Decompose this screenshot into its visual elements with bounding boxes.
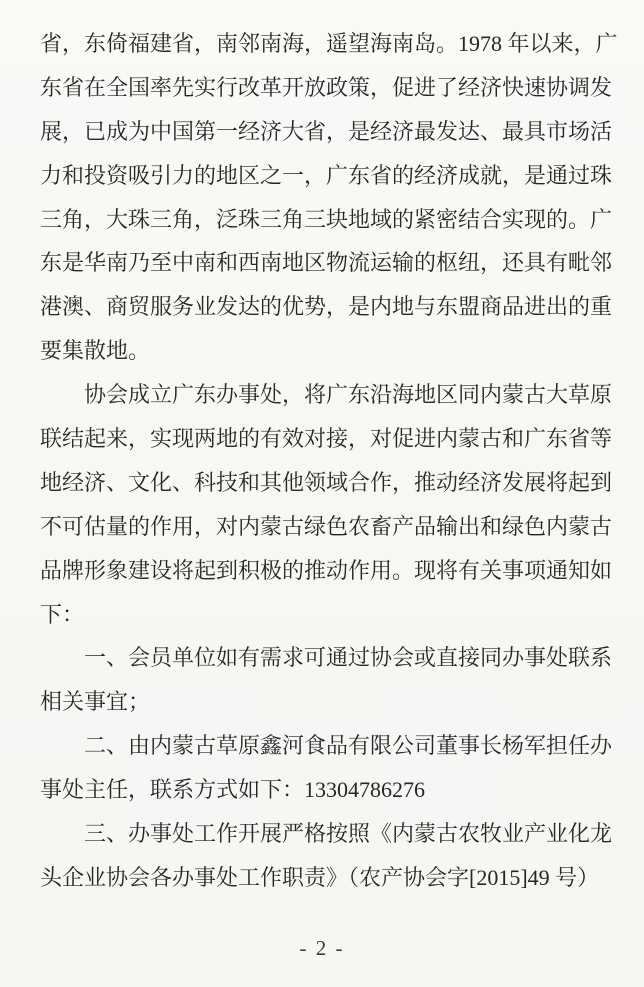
text-line: 相关事宜； [40, 689, 151, 715]
text-line: 品牌形象建设将起到积极的推动作用。现将有关事项通知如 [40, 557, 613, 583]
text-line: 港澳、商贸服务业发达的优势，是内地与东盟商品进出的重 [40, 294, 613, 320]
text-line: 一、会员单位如有需求可通过协会或直接同办事处联系 [40, 645, 613, 671]
text-line: 事处主任，联系方式如下：13304786276 [40, 777, 426, 803]
text-line: 力和投资吸引力的地区之一，广东省的经济成就，是通过珠 [40, 162, 613, 188]
text-line: 协会成立广东办事处，将广东沿海地区同内蒙古大草原 [40, 382, 613, 408]
text-line: 省，东倚福建省，南邻南海，遥望海南岛。1978 年以来，广 [40, 31, 618, 56]
text-line: 东是华南乃至中南和西南地区物流运输的枢纽，还具有毗邻 [40, 250, 613, 276]
text-line: 不可估量的作用，对内蒙古绿色农畜产品输出和绿色内蒙古 [40, 513, 613, 539]
text-line: 三、办事处工作开展严格按照《内蒙古农牧业产业化龙 [40, 821, 613, 847]
text-line: 要集散地。 [40, 338, 151, 364]
text-line: 头企业协会各办事处工作职责》（农产协会字[2015]49 号） [40, 864, 600, 890]
text-line: 下： [40, 601, 85, 627]
text-line: 二、由内蒙古草原鑫河食品有限公司董事长杨军担任办 [40, 733, 613, 759]
text-line: 联结起来，实现两地的有效对接，对促进内蒙古和广东省等 [40, 426, 613, 452]
text-line: 三角，大珠三角，泛珠三角三块地域的紧密结合实现的。广 [40, 206, 613, 232]
document-body [40, 22, 618, 900]
text-line: 展，已成为中国第一经济大省，是经济最发达、最具市场活 [40, 118, 613, 144]
text-line: 东省在全国率先实行改革开放政策，促进了经济快速协调发 [40, 74, 613, 100]
text-line: 地经济、文化、科技和其他领域合作，推动经济发展将起到 [40, 469, 613, 495]
page-number: - 2 - [299, 936, 345, 960]
